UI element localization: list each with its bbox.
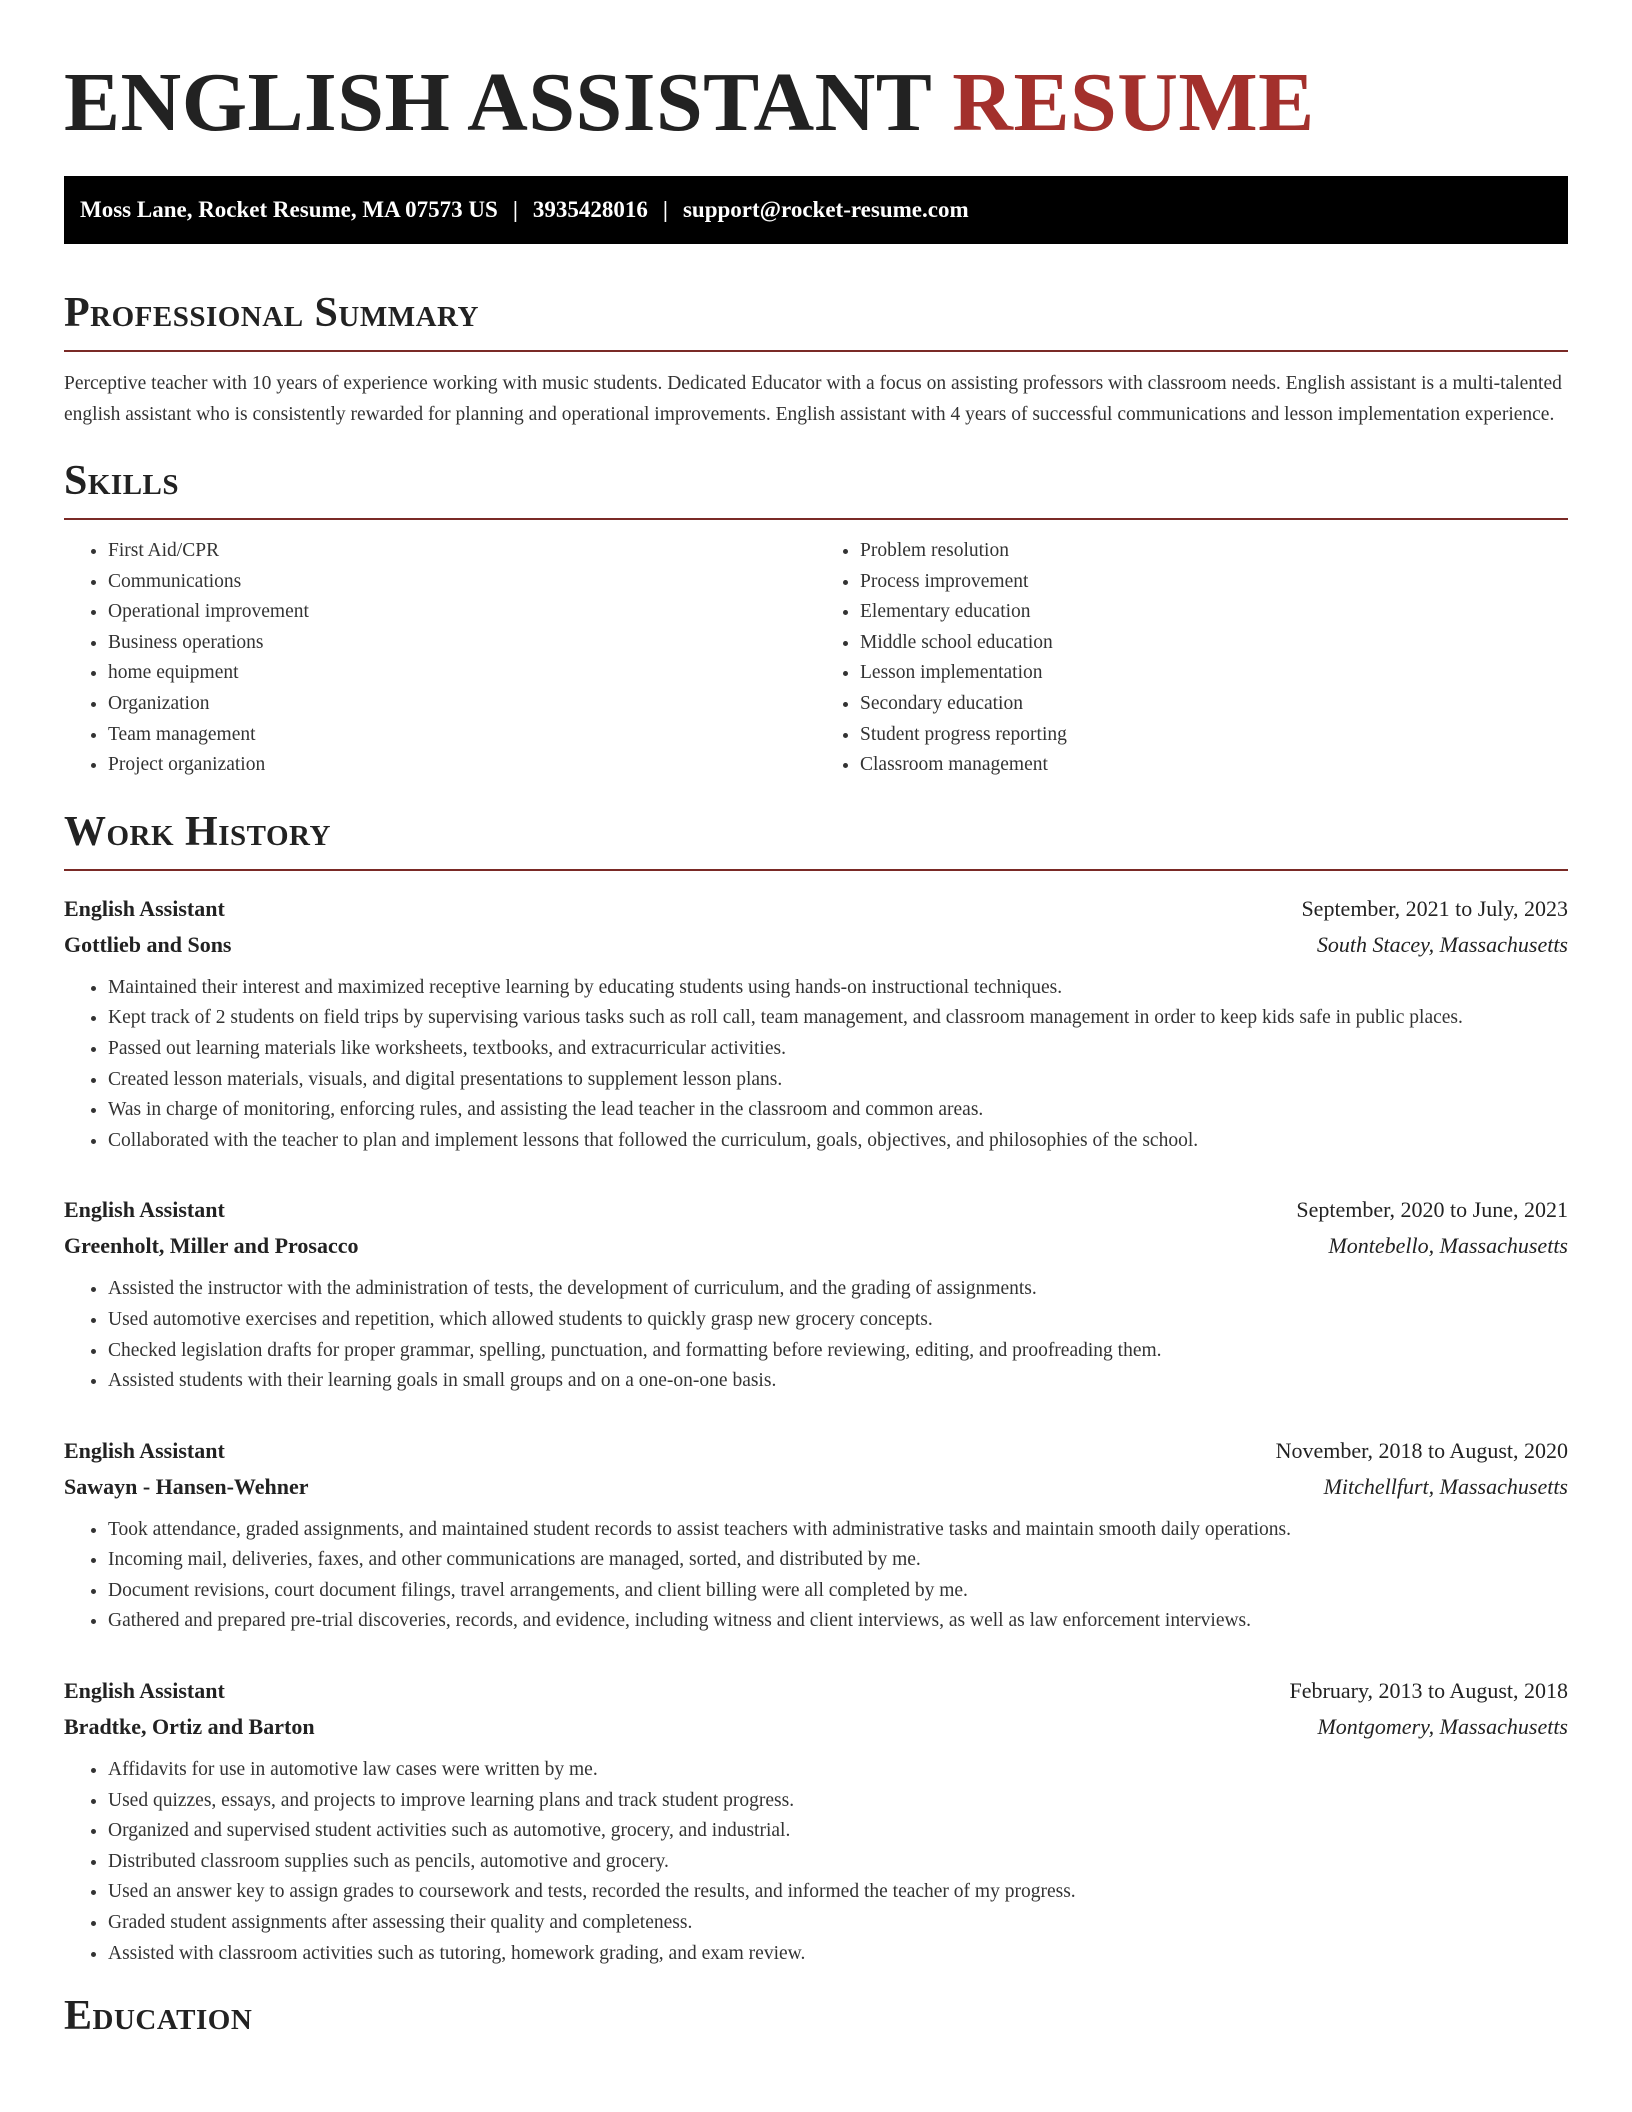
- job-company-row: [64, 1709, 1568, 1745]
- contact-email: support@rocket-resume.com: [682, 197, 969, 222]
- job-location: Mitchellfurt, Massachusetts: [1323, 1473, 1568, 1499]
- title-main: ENGLISH ASSISTANT: [64, 56, 931, 149]
- job-bullets: [64, 1755, 1568, 1969]
- contact-address: Moss Lane, Rocket Resume, MA 07573 US: [80, 197, 498, 222]
- skill-item: • Business operations: [108, 628, 816, 659]
- skill-item: • Lesson implementation: [860, 658, 1568, 689]
- job-bullet: • Assisted the instructor with the administration of tests, the development of curriculum, and the grading of assignments.: [108, 1274, 1568, 1305]
- skill-item: • Middle school education: [860, 628, 1568, 659]
- job-location: Montebello, Massachusetts: [1328, 1233, 1568, 1259]
- job-bullet: • Affidavits for use in automotive law cases were written by me.: [108, 1755, 1568, 1786]
- job-bullet: • Assisted with classroom activities such as tutoring, homework grading, and exam review.: [108, 1939, 1568, 1970]
- skills-section: [64, 456, 1568, 781]
- job-entry: [64, 891, 1568, 1157]
- job-dates: November, 2018 to August, 2020: [1275, 1437, 1568, 1463]
- job-company: Gottlieb and Sons: [64, 931, 232, 957]
- job-dates: September, 2020 to June, 2021: [1296, 1197, 1568, 1223]
- job-bullet: • Graded student assignments after assessing their quality and completeness.: [108, 1908, 1568, 1939]
- job-dates: September, 2021 to July, 2023: [1301, 895, 1568, 921]
- skills-heading: Skills: [64, 458, 180, 504]
- job-bullets: [64, 1274, 1568, 1396]
- job-header-row: [64, 1192, 1568, 1228]
- job-bullet: • Organized and supervised student activities such as automotive, grocery, and industrial.: [108, 1816, 1568, 1847]
- skill-item: • Communications: [108, 567, 816, 598]
- job-bullet: • Assisted students with their learning goals in small groups and on a one-on-one basis.: [108, 1366, 1568, 1397]
- job-title: English Assistant: [64, 895, 225, 921]
- contact-separator: |: [512, 197, 518, 222]
- section-divider: [64, 518, 1568, 520]
- skill-item: • Team management: [108, 720, 816, 751]
- job-title: English Assistant: [64, 1197, 225, 1223]
- section-divider: [64, 350, 1568, 352]
- job-bullets: [64, 1515, 1568, 1637]
- job-bullet: • Created lesson materials, visuals, and digital presentations to supplement lesson plans.: [108, 1065, 1568, 1096]
- summary-section: [64, 288, 1568, 430]
- skills-column-right: [816, 536, 1568, 781]
- work-history-section: [64, 807, 1568, 1969]
- summary-text: Perceptive teacher with 10 years of experience working with music students. Dedicated Educator with a focus on assisting professors with classroom needs. English assistant is a multi-talented english assistant who is consistently rewarded for planning and operational improvements. English assistant with 4 years of successful communications and lesson implementation experience.: [64, 373, 1562, 425]
- job-location: Montgomery, Massachusetts: [1317, 1714, 1568, 1740]
- page-title: [64, 50, 1568, 156]
- skill-item: • First Aid/CPR: [108, 536, 816, 567]
- job-entry: [64, 1673, 1568, 1969]
- title-accent: RESUME: [952, 56, 1315, 149]
- job-bullet: • Used automotive exercises and repetition, which allowed students to quickly grasp new grocery concepts.: [108, 1305, 1568, 1336]
- education-heading: Education: [64, 1993, 253, 2040]
- job-company-row: [64, 1228, 1568, 1264]
- skill-item: • Elementary education: [860, 597, 1568, 628]
- job-header-row: [64, 1673, 1568, 1709]
- skills-list: [64, 536, 1568, 781]
- job-bullet: • Passed out learning materials like worksheets, textbooks, and extracurricular activities.: [108, 1034, 1568, 1065]
- job-company-row: [64, 927, 1568, 963]
- skill-item: • Secondary education: [860, 689, 1568, 720]
- section-divider: [64, 869, 1568, 871]
- job-entry: [64, 1433, 1568, 1637]
- job-bullet: • Was in charge of monitoring, enforcing rules, and assisting the lead teacher in the classroom and common areas.: [108, 1095, 1568, 1126]
- job-bullets: [64, 973, 1568, 1157]
- job-bullet: • Document revisions, court document filings, travel arrangements, and client billing were all completed by me.: [108, 1576, 1568, 1607]
- skill-item: • Project organization: [108, 750, 816, 781]
- skill-item: • Operational improvement: [108, 597, 816, 628]
- job-bullet: • Used quizzes, essays, and projects to improve learning plans and track student progress.: [108, 1786, 1568, 1817]
- skill-item: • Process improvement: [860, 567, 1568, 598]
- job-title: English Assistant: [64, 1678, 225, 1704]
- job-company: Bradtke, Ortiz and Barton: [64, 1714, 315, 1740]
- skill-item: • Organization: [108, 689, 816, 720]
- job-bullet: • Maintained their interest and maximized receptive learning by educating students using hands-on instructional techniques.: [108, 973, 1568, 1004]
- job-entry: [64, 1192, 1568, 1396]
- job-bullet: • Distributed classroom supplies such as pencils, automotive and grocery.: [108, 1847, 1568, 1878]
- job-bullet: • Gathered and prepared pre-trial discoveries, records, and evidence, including witness and client interviews, as well as law enforcement interviews.: [108, 1606, 1568, 1637]
- job-dates: February, 2013 to August, 2018: [1289, 1678, 1568, 1704]
- skill-item: • Student progress reporting: [860, 720, 1568, 751]
- job-bullet: • Collaborated with the teacher to plan and implement lessons that followed the curriculum, goals, objectives, and philosophies of the school.: [108, 1126, 1568, 1157]
- job-title: English Assistant: [64, 1437, 225, 1463]
- skill-item: • Classroom management: [860, 750, 1568, 781]
- job-bullet: • Took attendance, graded assignments, and maintained student records to assist teachers with administrative tasks and maintain smooth daily operations.: [108, 1515, 1568, 1546]
- contact-bar: [64, 176, 1568, 244]
- contact-phone: 3935428016: [532, 197, 648, 222]
- job-bullet: • Checked legislation drafts for proper grammar, spelling, punctuation, and formatting before reviewing, editing, and proofreading them.: [108, 1336, 1568, 1367]
- work-history-heading: Work History: [64, 808, 331, 855]
- job-company: Sawayn - Hansen-Wehner: [64, 1473, 309, 1499]
- job-bullet: • Incoming mail, deliveries, faxes, and other communications are managed, sorted, and distributed by me.: [108, 1545, 1568, 1576]
- job-bullet: • Kept track of 2 students on field trips by supervising various tasks such as roll call, team management, and classroom management in order to keep kids safe in public places.: [108, 1003, 1568, 1034]
- education-section: [64, 1991, 1568, 2041]
- skill-item: • home equipment: [108, 658, 816, 689]
- job-header-row: [64, 891, 1568, 927]
- job-bullet: • Used an answer key to assign grades to coursework and tests, recorded the results, and informed the teacher of my progress.: [108, 1877, 1568, 1908]
- summary-heading: Professional Summary: [64, 290, 479, 336]
- job-header-row: [64, 1433, 1568, 1469]
- job-company-row: [64, 1469, 1568, 1505]
- job-location: South Stacey, Massachusetts: [1316, 931, 1568, 957]
- skills-column-left: [64, 536, 816, 781]
- job-company: Greenholt, Miller and Prosacco: [64, 1233, 359, 1259]
- skill-item: • Problem resolution: [860, 536, 1568, 567]
- contact-separator: |: [662, 197, 668, 222]
